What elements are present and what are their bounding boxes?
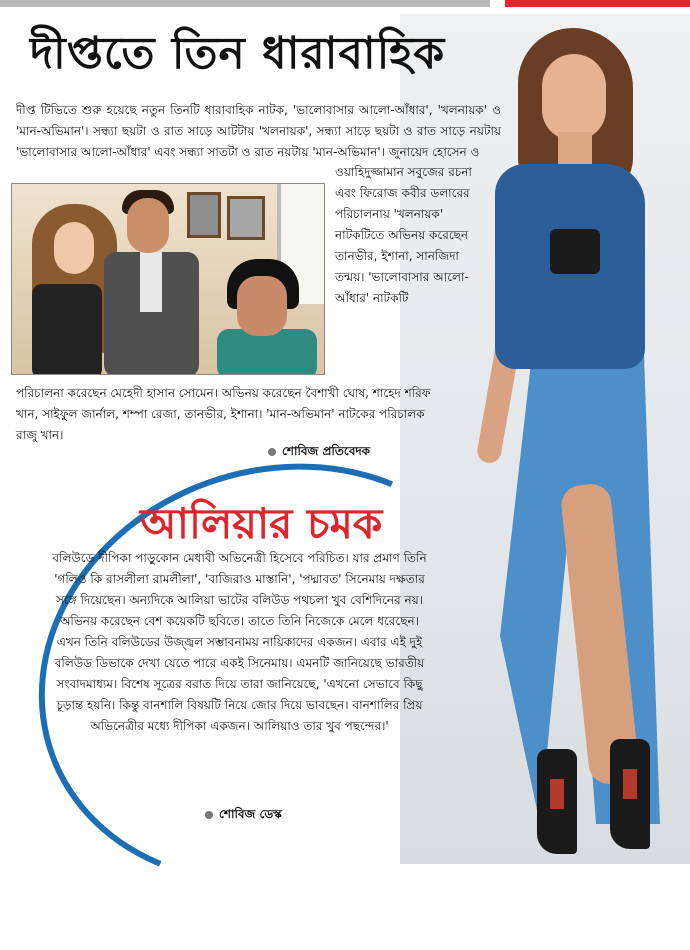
headline-2: আলিয়ার চমক	[140, 499, 383, 548]
story2-byline	[205, 806, 282, 826]
story1-paragraph-b: ওয়াহিদুজ্জামান সবুজের রচনা এবং ফিরোজ কবীর ডলারের পরিচালনায় 'খলনায়ক' নাটকটিতে অভিনয় করেছেন তানভীর, ইশানা, সানজিদা তন্ময়। 'ভালোবাসার আলো-আঁধার' নাটকটি	[335, 165, 472, 305]
story1-paragraph-a: দীপ্ত টিভিতে শুরু হয়েছে নতুন তিনটি ধারাবাহিক নাটক, 'ভালোবাসার আলো-আঁধার', 'খলনায়ক' ও 'মান-অভিমান'। সন্ধ্যা ছয়টা ও রাত সাড়ে আটটায় 'খলনায়ক', সন্ধ্যা সাড়ে ছয়টা ও রাত সাড়ে নয়টায় 'ভালোবাসার আলো-আঁধার' এবং সন্ধ্যা সাতটা ও রাত নয়টায় 'মান-অভিমান'। জুনায়েদ হোসেন ও	[16, 103, 501, 159]
top-rule-gray	[0, 0, 490, 7]
headline-1: দীপ্ততে তিন ধারাবাহিক	[30, 28, 446, 79]
tv-drama-still	[11, 183, 325, 375]
bullet-icon	[268, 448, 276, 456]
story1-paragraph-c: পরিচালনা করেছেন মেহেদী হাসান সোমেন। অভিনয় করেছেন বৈশাখী ঘোষ, শাহেদ শরিফ খান, সাইফুল জার্নাল, শম্পা রেজা, তানভীর, ইশানা। 'মান-অভিমান' নাটকের পরিচালক রাজু খান।	[16, 386, 431, 442]
bullet-icon	[205, 811, 213, 819]
story2-body: বলিউডে দীপিকা পাড়ুকোন মেধাবী অভিনেত্রী হিসেবে পরিচিত। যার প্রমাণ তিনি 'গলিও কি রাসলীলা রামলীলা', 'বাজিরাও মাস্তানি', 'পদ্মাবত' সিনেমায় দক্ষতার সঙ্গে দিয়েছেন। অন্যদিকে আলিয়া ভাটের বলিউড পথচলা খুব বেশিদিনের নয়। অভিনয় করেছেন বেশ কয়েকটি ছবিতে। তাতে তিনি নিজেকে মেলে ধরেছেন। এখন তিনি বলিউডের উজ্জ্বল সম্ভাবনাময় নায়িকাদের একজন। এবার এই দুই বলিউড ডিভাকে দেখা যেতে পারে একই সিনেমায়। এমনটি জানিয়েছে ভারতীয় সংবাদমাধ্যম। বিশেষ সূত্রের বরাত দিয়ে তারা জানিয়েছে, 'এখনো সেভাবে কিছু চূড়ান্ত হয়নি। কিন্তু বানশালি বিষয়টি নিয়ে জোর দিয়ে ভাবছেন। বানশালির প্রিয় অভিনেত্রীর মধ্যে দীপিকা একজন। আলিয়াও তার খুব পছন্দের।'	[52, 551, 427, 733]
top-rule-red	[505, 0, 690, 7]
story1-byline	[268, 443, 370, 463]
story2-byline-text: শোবিজ ডেস্ক	[219, 807, 282, 821]
story1-byline-text: শোবিজ প্রতিবেদক	[282, 444, 371, 458]
